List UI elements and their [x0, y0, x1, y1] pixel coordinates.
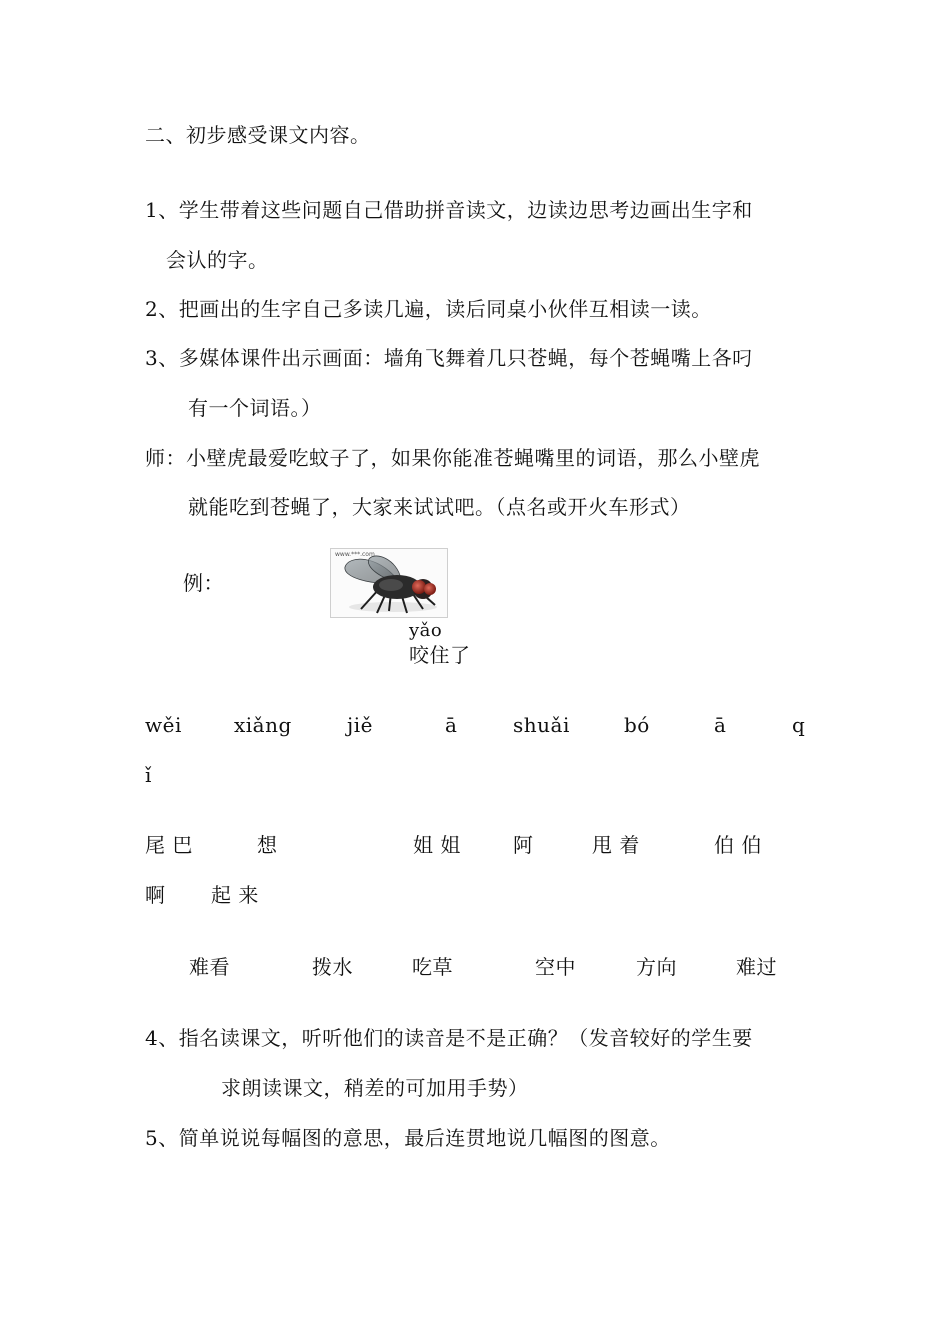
character-item: 姐 姐 — [413, 833, 461, 857]
step-3-line-2: 有一个词语。） — [188, 396, 322, 420]
word-item: 拨水 — [312, 955, 353, 979]
step-5: 5、简单说说每幅图的意思，最后连贯地说几幅图的图意。 — [145, 1126, 671, 1150]
step-4-line-1: 4、指名读课文，听听他们的读音是不是正确？（发音较好的学生要 — [145, 1026, 753, 1050]
fly-icon — [331, 549, 447, 617]
section-title: 二、初步感受课文内容。 — [145, 123, 371, 147]
fly-image — [330, 548, 448, 618]
teacher-line-2: 就能吃到苍蝇了，大家来试试吧。（点名或开火车形式） — [188, 495, 691, 519]
pinyin-item: jiě — [347, 713, 373, 737]
teacher-line-1: 师：小壁虎最爱吃蚊子了，如果你能准苍蝇嘴里的词语，那么小壁虎 — [145, 446, 760, 470]
step-2: 2、把画出的生字自己多读几遍，读后同桌小伙伴互相读一读。 — [145, 297, 712, 321]
pinyin-item: ā — [445, 713, 458, 737]
step-1-line-2: 会认的字。 — [166, 248, 269, 272]
example-pinyin: yǎo — [409, 620, 443, 641]
pinyin-item: wěi — [145, 713, 182, 737]
character-item: 尾 巴 — [145, 833, 193, 857]
word-item: 方向 — [636, 955, 677, 979]
character-item: 起 来 — [211, 883, 259, 907]
example-word: 咬住了 — [409, 643, 471, 667]
pinyin-item: q — [792, 713, 806, 737]
character-item: 想 — [257, 833, 278, 857]
pinyin-item: bó — [624, 713, 650, 737]
pinyin-item: shuǎi — [513, 713, 570, 737]
character-item: 伯 伯 — [714, 833, 762, 857]
example-label: 例： — [183, 571, 224, 595]
character-item: 啊 — [145, 883, 166, 907]
word-item: 难过 — [736, 955, 777, 979]
pinyin-item-wrap: ǐ — [145, 763, 152, 787]
pinyin-item: xiǎng — [234, 713, 292, 737]
word-item: 空中 — [535, 955, 576, 979]
character-item: 阿 — [513, 833, 534, 857]
word-item: 吃草 — [412, 955, 453, 979]
step-4-line-2: 求朗读课文，稍差的可加用手势） — [221, 1076, 529, 1100]
character-item: 甩 着 — [592, 833, 640, 857]
pinyin-item: ā — [714, 713, 727, 737]
image-watermark: www.***.com — [335, 551, 375, 558]
step-1-line-1: 1、学生带着这些问题自己借助拼音读文，边读边思考边画出生字和 — [145, 198, 753, 222]
word-item: 难看 — [189, 955, 230, 979]
step-3-line-1: 3、多媒体课件出示画面：墙角飞舞着几只苍蝇，每个苍蝇嘴上各叼 — [145, 346, 753, 370]
